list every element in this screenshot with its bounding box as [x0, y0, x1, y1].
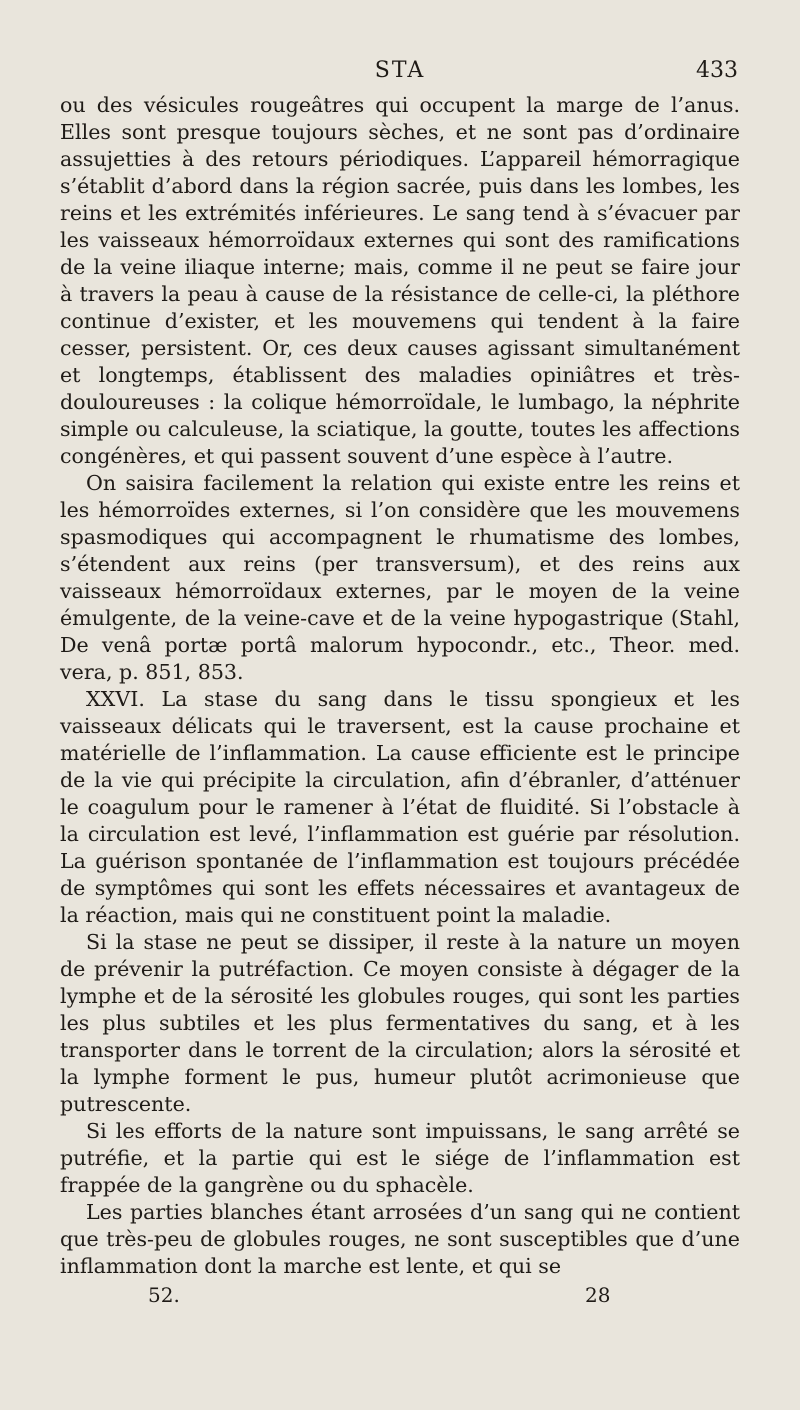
paragraph-3: XXVI. La stase du sang dans le tissu spongieux et les vaisseaux délicats qui le traversent, est la cause prochaine et matérielle de l’inflammation. La cause efficiente est le principe de la vie qui précipite la circulation, afin d’ébranler, d’atténuer le coagulum pour le ramener à l’état de fluidité. Si l’obstacle à la circulation est levé, l’inflammation est guérie par résolution. La guérison spontanée de l’inflammation est toujours précédée de symptômes qui sont les effets nécessaires et avantageux de la réaction, mais qui ne constituent point la maladie.	[60, 687, 740, 927]
paragraph-4: Si la stase ne peut se dissiper, il reste à la nature un moyen de prévenir la putréfaction. Ce moyen consiste à dégager de la lymphe et de la sérosité les globules rouges, qui sont les parties les plus subtiles et les plus fermentatives du sang, et à les transporter dans le torrent de la circulation; alors la sérosité et la lymphe forment le pus, humeur plutôt acrimonieuse que putrescente.	[60, 930, 740, 1116]
signature-mark-right: 28	[585, 1283, 611, 1307]
paragraph-5: Si les efforts de la nature sont impuissans, le sang arrêté se putréfie, et la partie qui est le siége de l’inflammation est frappée de la gangrène ou du sphacèle.	[60, 1119, 740, 1197]
paragraph-6: Les parties blanches étant arrosées d’un sang qui ne contient que très-peu de globules rouges, ne sont susceptibles que d’une inflammation dont la marche est lente, et qui se	[60, 1200, 740, 1278]
signature-mark-left: 52.	[148, 1283, 180, 1307]
page-number: 433	[696, 58, 738, 83]
running-head: STA	[374, 58, 426, 83]
body-text	[60, 92, 740, 1280]
paragraph-2: On saisira facilement la relation qui existe entre les reins et les hémorroïdes externes, si l’on considère que les mouvemens spasmodiques qui accompagnent le rhumatisme des lombes, s’étendent aux reins (per transversum), et des reins aux vaisseaux hémorroïdaux externes, par le moyen de la veine émulgente, de la veine-cave et de la veine hypogastrique (Stahl, De venâ portæ portâ malorum hypocondr., etc., Theor. med. vera, p. 851, 853.	[60, 471, 740, 684]
page-header	[62, 58, 738, 92]
page-footer	[0, 1283, 800, 1313]
paragraph-1: ou des vésicules rougeâtres qui occupent la marge de l’anus. Elles sont presque toujours sèches, et ne sont pas d’ordinaire assujetties à des retours périodiques. L’appareil hémorragique s’établit d’abord dans la région sacrée, puis dans les lombes, les reins et les extrémités inférieures. Le sang tend à s’évacuer par les vaisseaux hémorroïdaux externes qui sont des ramifications de la veine iliaque interne; mais, comme il ne peut se faire jour à travers la peau à cause de la résistance de celle-ci, la pléthore continue d’exister, et les mouvemens qui tendent à la faire cesser, persistent. Or, ces deux causes agissant simultanément et longtemps, établissent des maladies opiniâtres et très-douloureuses : la colique hémorroïdale, le lumbago, la néphrite simple ou calculeuse, la sciatique, la goutte, toutes les affections congénères, et qui passent souvent d’une espèce à l’autre.	[60, 93, 740, 468]
